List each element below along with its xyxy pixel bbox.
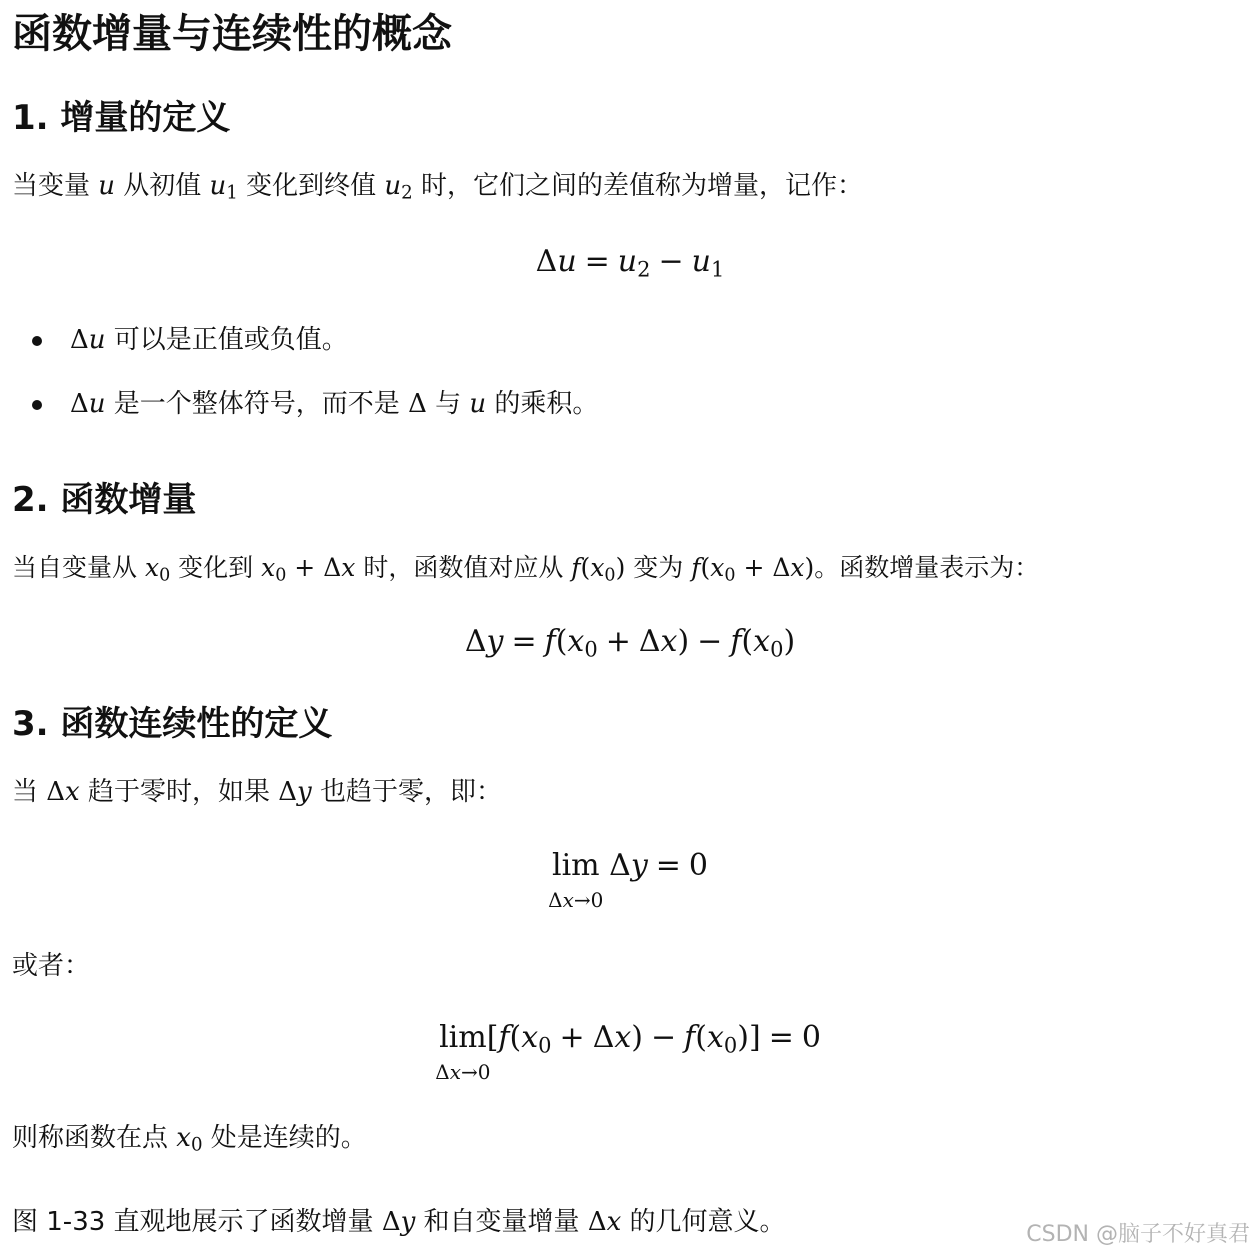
or-text: 或者：: [12, 951, 91, 981]
bullet-icon: [32, 400, 42, 410]
equation-delta-y: $\Delta y = f(x_0 + \Delta x) - f(x_0)$: [464, 624, 796, 662]
function-increment-intro-paragraph: 当自变量从 $x_0$ 变化到 $x_0 + \Delta x$ 时，函数值对应从 $f(x_0)$ 变为 $f(x_0 + \Delta x)$。函数增量表示为：: [12, 553, 1040, 586]
bullet-icon: [32, 336, 42, 346]
section-heading-increment-definition: 1. 增量的定义: [12, 98, 231, 138]
list-item: Δu 是一个整体符号，而不是 Δ 与 u 的乘积。: [12, 384, 598, 448]
watermark: CSDN @脑子不好真君: [1026, 1222, 1250, 1247]
page-title: 函数增量与连续性的概念: [12, 11, 452, 57]
figure-note-paragraph: 图 1-33 直观地展示了函数增量 Δy 和自变量增量 Δx 的几何意义。: [12, 1207, 786, 1237]
equation-limit-delta-y: lim Δx→0 Δy = 0: [548, 848, 709, 912]
continuity-conclusion-paragraph: 则称函数在点 $x_0$ 处是连续的。: [12, 1123, 367, 1156]
equation-delta-u: $\Delta u = u_2 - u_1$: [535, 244, 725, 282]
list-item: Δu 可以是正值或负值。: [12, 320, 598, 384]
continuity-intro-paragraph: 当 Δx 趋于零时，如果 Δy 也趋于零，即：: [12, 777, 502, 807]
section-heading-continuity-definition: 3. 函数连续性的定义: [12, 704, 333, 744]
equation-limit-function-difference: lim Δx→0 $[f(x_0 + \Delta x) - f(x_0)] = 0$: [435, 1020, 821, 1084]
increment-intro-paragraph: 当变量 u 从初值 $u_1$ 变化到终值 $u_2$ 时，它们之间的差值称为增量，记作：: [12, 171, 863, 204]
section-heading-function-increment: 2. 函数增量: [12, 480, 197, 520]
increment-notes-list: [12, 320, 598, 448]
